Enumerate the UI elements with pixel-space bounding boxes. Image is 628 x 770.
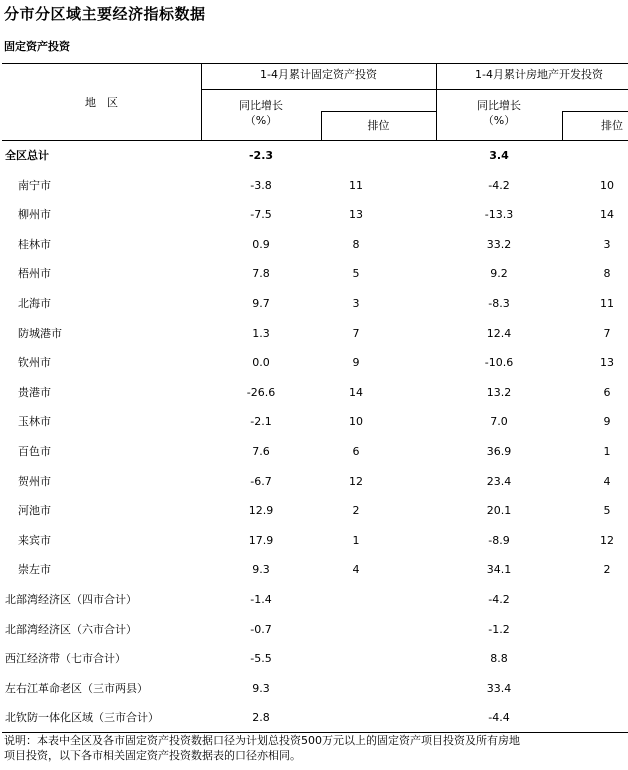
fixed-asset-group-header: 1-4月累计固定资产投资 [260, 68, 377, 81]
re-rank-cell: 5 [603, 504, 611, 517]
fa-growth-cell: 9.3 [252, 682, 270, 695]
fa-growth-cell: 9.3 [252, 563, 270, 576]
region-cell: 西江经济带（七市合计） [5, 652, 126, 665]
fa-rank-cell: 12 [349, 475, 363, 488]
re-growth-cell: 12.4 [486, 327, 512, 340]
re-rank-cell: 12 [600, 534, 614, 547]
re-rank-cell: 2 [603, 563, 611, 576]
table-note [4, 733, 624, 763]
real-estate-group-header: 1-4月累计房地产开发投资 [475, 68, 603, 81]
table-top-border [2, 63, 628, 64]
re-growth-cell: -8.9 [488, 534, 510, 547]
region-cell: 南宁市 [18, 179, 51, 192]
re-rank-cell: 14 [600, 208, 614, 221]
fa-growth-cell: 17.9 [248, 534, 274, 547]
fa-rank-cell: 1 [352, 534, 360, 547]
re-growth-cell: -1.2 [488, 623, 510, 636]
re-growth-cell: -4.2 [488, 179, 510, 192]
fa-growth-cell: 2.8 [252, 711, 270, 724]
fa-growth-cell: 0.9 [252, 238, 270, 251]
re-rank-header: 排位 [601, 119, 623, 132]
re-growth-cell: -13.3 [484, 208, 514, 221]
fa-growth-cell: -2.1 [250, 415, 272, 428]
re-rank-cell: 9 [603, 415, 611, 428]
region-cell: 玉林市 [18, 415, 51, 428]
fa-rank-cell: 6 [352, 445, 360, 458]
fa-growth-cell: -6.7 [250, 475, 272, 488]
region-cell: 百色市 [18, 445, 51, 458]
re-rank-cell: 4 [603, 475, 611, 488]
rank2-header-top [562, 111, 628, 112]
fa-rank-cell: 5 [352, 267, 360, 280]
re-growth-cell: 33.2 [486, 238, 512, 251]
section-subtitle: 固定资产投资 [4, 40, 70, 53]
re-growth-cell: -10.6 [484, 356, 514, 369]
re-growth-cell: 13.2 [486, 386, 512, 399]
fa-growth-cell: -26.6 [246, 386, 276, 399]
fa-rank-header: 排位 [367, 119, 390, 132]
region-cell: 桂林市 [18, 238, 51, 251]
fa-rank-cell: 7 [352, 327, 360, 340]
re-rank-cell: 11 [600, 297, 614, 310]
re-growth-cell: 7.0 [490, 415, 508, 428]
re-rank-cell: 3 [603, 238, 611, 251]
re-growth-cell: -4.4 [488, 711, 510, 724]
re-rank-cell: 7 [603, 327, 611, 340]
region-cell: 贵港市 [18, 386, 51, 399]
fa-growth-cell: -3.8 [250, 179, 272, 192]
fa-rank-cell: 10 [349, 415, 363, 428]
fa-growth-cell: 7.6 [252, 445, 270, 458]
fa-rank-cell: 11 [349, 179, 363, 192]
fa-rank-cell: 14 [349, 386, 363, 399]
fa-rank-cell: 8 [352, 238, 360, 251]
re-growth-cell: 3.4 [489, 149, 509, 162]
re-rank-cell: 6 [603, 386, 611, 399]
re-growth-cell: 36.9 [486, 445, 512, 458]
re-rank-cell: 13 [600, 356, 614, 369]
region-cell: 崇左市 [18, 563, 51, 576]
re-growth-cell: 23.4 [486, 475, 512, 488]
re-rank-cell: 1 [603, 445, 611, 458]
fa-growth-cell: 7.8 [252, 267, 270, 280]
re-growth-cell: 20.1 [486, 504, 512, 517]
fa-growth-cell: 12.9 [248, 504, 274, 517]
re-growth-cell: -8.3 [488, 297, 510, 310]
fa-growth-cell: -1.4 [250, 593, 272, 606]
region-cell: 北海市 [18, 297, 51, 310]
header-bottom-border [2, 140, 628, 141]
fa-rank-cell: 9 [352, 356, 360, 369]
region-cell: 贺州市 [18, 475, 51, 488]
fa-growth-cell: 0.0 [252, 356, 270, 369]
fa-rank-cell: 2 [352, 504, 360, 517]
region-cell: 来宾市 [18, 534, 51, 547]
region-cell: 河池市 [18, 504, 51, 517]
re-growth-header-line2: （%） [482, 114, 516, 127]
rank1-header-top [321, 111, 436, 112]
fa-growth-cell: 1.3 [252, 327, 270, 340]
region-cell: 柳州市 [18, 208, 51, 221]
region-cell: 北部湾经济区（六市合计） [5, 623, 137, 636]
fa-growth-cell: -0.7 [250, 623, 272, 636]
re-rank-cell: 10 [600, 179, 614, 192]
note-line-2: 项目投资，以下各市相关固定资产投资数据表的口径亦相同。 [4, 749, 301, 762]
note-line-1: 说明：本表中全区及各市固定资产投资数据口径为计划总投资500万元以上的固定资产项目投资及所有房地 [4, 734, 520, 747]
region-cell: 北钦防一体化区域（三市合计） [5, 711, 159, 724]
region-cell: 钦州市 [18, 356, 51, 369]
region-cell: 防城港市 [18, 327, 62, 340]
re-growth-cell: 34.1 [486, 563, 512, 576]
re-growth-cell: 9.2 [490, 267, 508, 280]
page-title: 分市分区域主要经济指标数据 [4, 5, 206, 23]
region-header: 地 区 [85, 96, 118, 109]
re-growth-cell: 33.4 [486, 682, 512, 695]
fa-growth-header-line1: 同比增长 [239, 99, 283, 112]
fa-growth-cell: -5.5 [250, 652, 272, 665]
group-header-divider [201, 89, 628, 90]
fa-rank-cell: 3 [352, 297, 360, 310]
re-rank-cell: 8 [603, 267, 611, 280]
investment-table [2, 63, 628, 733]
fa-rank-cell: 4 [352, 563, 360, 576]
fa-growth-cell: -2.3 [248, 149, 274, 162]
re-growth-cell: 8.8 [490, 652, 508, 665]
region-cell: 左右江革命老区（三市两县） [5, 682, 148, 695]
region-cell: 全区总计 [5, 149, 49, 162]
re-growth-cell: -4.2 [488, 593, 510, 606]
re-growth-header-line1: 同比增长 [477, 99, 521, 112]
fa-growth-header-line2: （%） [244, 114, 278, 127]
fa-growth-cell: -7.5 [250, 208, 272, 221]
region-cell: 北部湾经济区（四市合计） [5, 593, 137, 606]
fa-growth-cell: 9.7 [252, 297, 270, 310]
fa-rank-cell: 13 [349, 208, 363, 221]
region-cell: 梧州市 [18, 267, 51, 280]
